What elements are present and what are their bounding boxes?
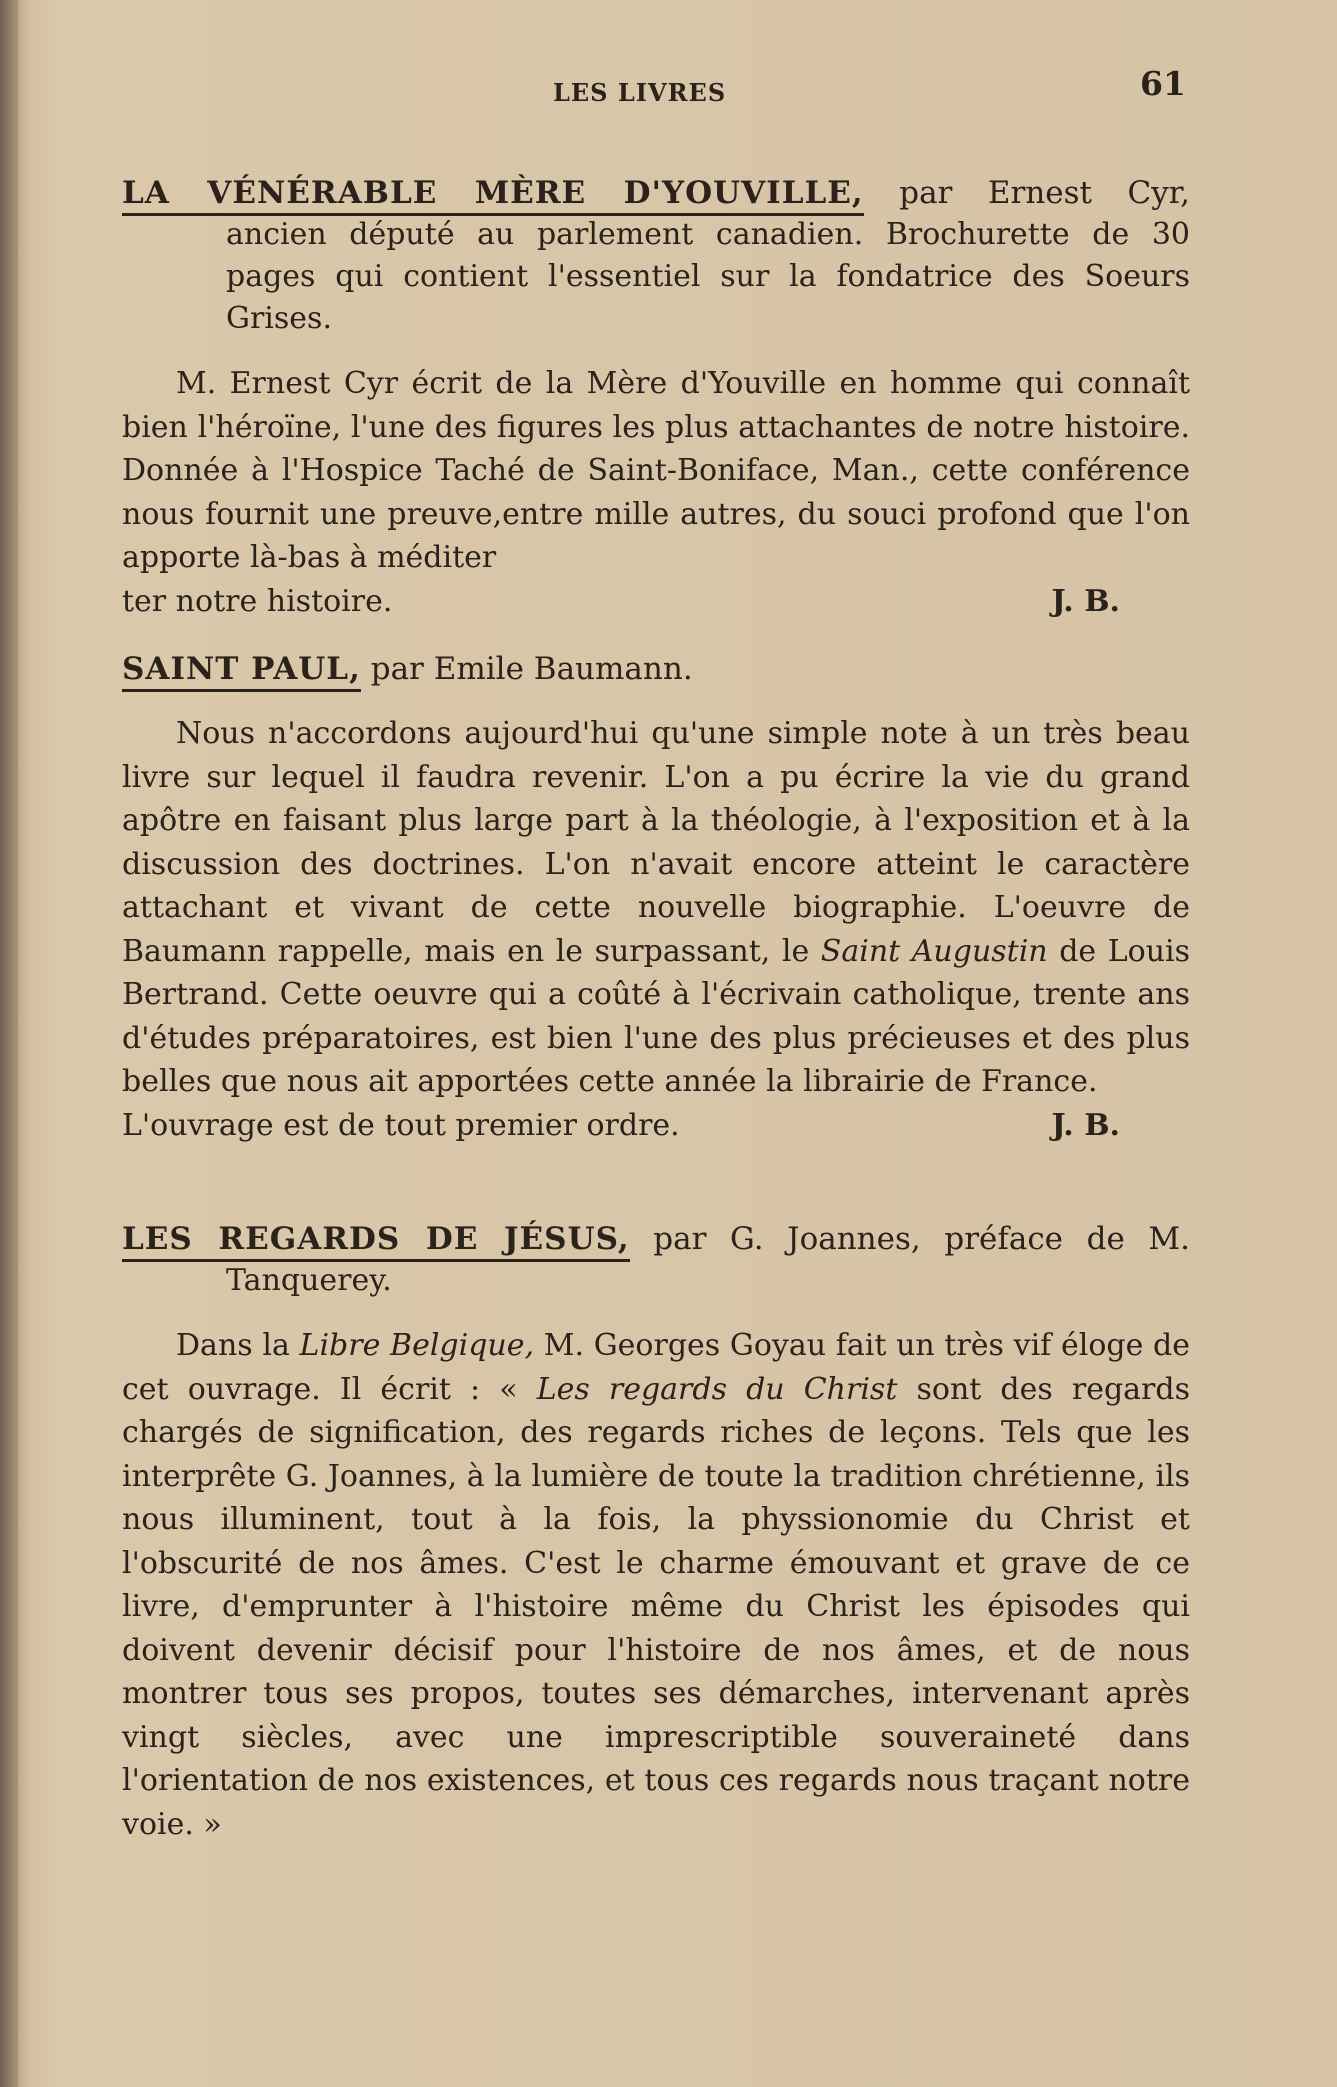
entry-subtitle: ancien député au parlement canadien. Brochurette de 30 pages qui contient l'essentiel sur la fondatrice des Soeurs Grises. — [226, 217, 1190, 336]
entry-body: M. Ernest Cyr écrit de la Mère d'Youville en homme qui connaît bien l'héroïne, l'une des figures les plus attachantes de notre histoire. Donnée à l'Hospice Taché de Saint-Boniface, Man., cette conférence nous fournit une preuve,entre mille autres, du souci profond que l'on apporte là-bas à méditer — [122, 366, 1190, 575]
entry-body-part: de Louis Bertrand. Cette oeuvre qui a coûté à l'écrivain catholique, trente ans d'études préparatoires, est bien l'une des plus précieuses et des plus belles que nous ait apportées cette année la librairie de France. — [122, 933, 1191, 1099]
review-entry-saint-paul — [122, 648, 1190, 1147]
entry-closing-row — [122, 1104, 1190, 1148]
page-gutter — [0, 0, 18, 2087]
running-title: LES LIVRES — [553, 78, 727, 107]
entry-heading — [122, 1218, 1190, 1260]
entry-body — [122, 712, 1190, 1104]
page-number: 61 — [1140, 64, 1186, 103]
entry-subtitle: Tanquerey. — [226, 1263, 392, 1298]
entry-body — [122, 1324, 1190, 1846]
entry-body-italic: Libre Belgique, — [299, 1328, 535, 1363]
entry-body-part: Dans la — [176, 1328, 290, 1363]
entry-byline: par Ernest Cyr, — [899, 175, 1190, 211]
entry-body-last: ter notre histoire. — [122, 583, 393, 619]
entry-body-last: L'ouvrage est de tout premier ordre. — [122, 1107, 680, 1143]
review-entry-regards-de-jesus — [122, 1218, 1190, 1846]
entry-body-part: Nous n'accordons aujourd'hui qu'une simple note à un très beau livre sur lequel il faudra revenir. L'on a pu écrire la vie du grand apôtre en faisant plus large part à la théologie, à l'exposition et à la discussion des doctrines. L'on n'avait encore atteint le caractère attachant et vivant de cette nouvelle biographie. L'oeuvre de Baumann rappelle, mais en le surpassant, le — [122, 716, 1190, 969]
entry-body-part: sont des regards chargés de signification, des regards riches de leçons. Tels que les interprête G. Joannes, à la lumière de toute la tradition chrétienne, ils nous illuminent, tout à la fois, la physsionomie du Christ et l'obscurité de nos âmes. C'est le charme émouvant et grave de ce livre, d'emprunter à l'histoire même du Christ les épisodes qui doivent devenir décisif pour l'histoire de nos âmes, et de nous montrer tous ses propos, toutes ses démarches, intervenant après vingt siècles, avec une imprescriptible souveraineté dans l'orientation de nos existences, et tous ces regards nous traçant notre voie. » — [122, 1371, 1190, 1842]
entry-byline: par G. Joannes, préface de M. — [653, 1221, 1191, 1257]
review-entry-youville — [122, 172, 1190, 623]
entry-title: SAINT PAUL, — [122, 651, 361, 692]
entry-body-italic: Les regards du Christ — [536, 1371, 898, 1407]
entry-heading — [122, 172, 1190, 214]
entry-closing-row — [122, 580, 1190, 624]
entry-signature: J. B. — [1051, 1107, 1120, 1143]
entry-title: LA VÉNÉRABLE MÈRE D'YOUVILLE, — [122, 175, 864, 216]
entry-byline: par Emile Baumann. — [370, 651, 693, 687]
entry-body-part: M. Georges Goyau fait un très vif éloge de cet ouvrage. Il écrit : « — [122, 1328, 1190, 1407]
entry-heading — [122, 648, 1190, 690]
entry-title: LES REGARDS DE JÉSUS, — [122, 1221, 630, 1262]
entry-body-italic: Saint Augustin — [820, 933, 1048, 969]
entry-signature: J. B. — [1051, 583, 1120, 619]
